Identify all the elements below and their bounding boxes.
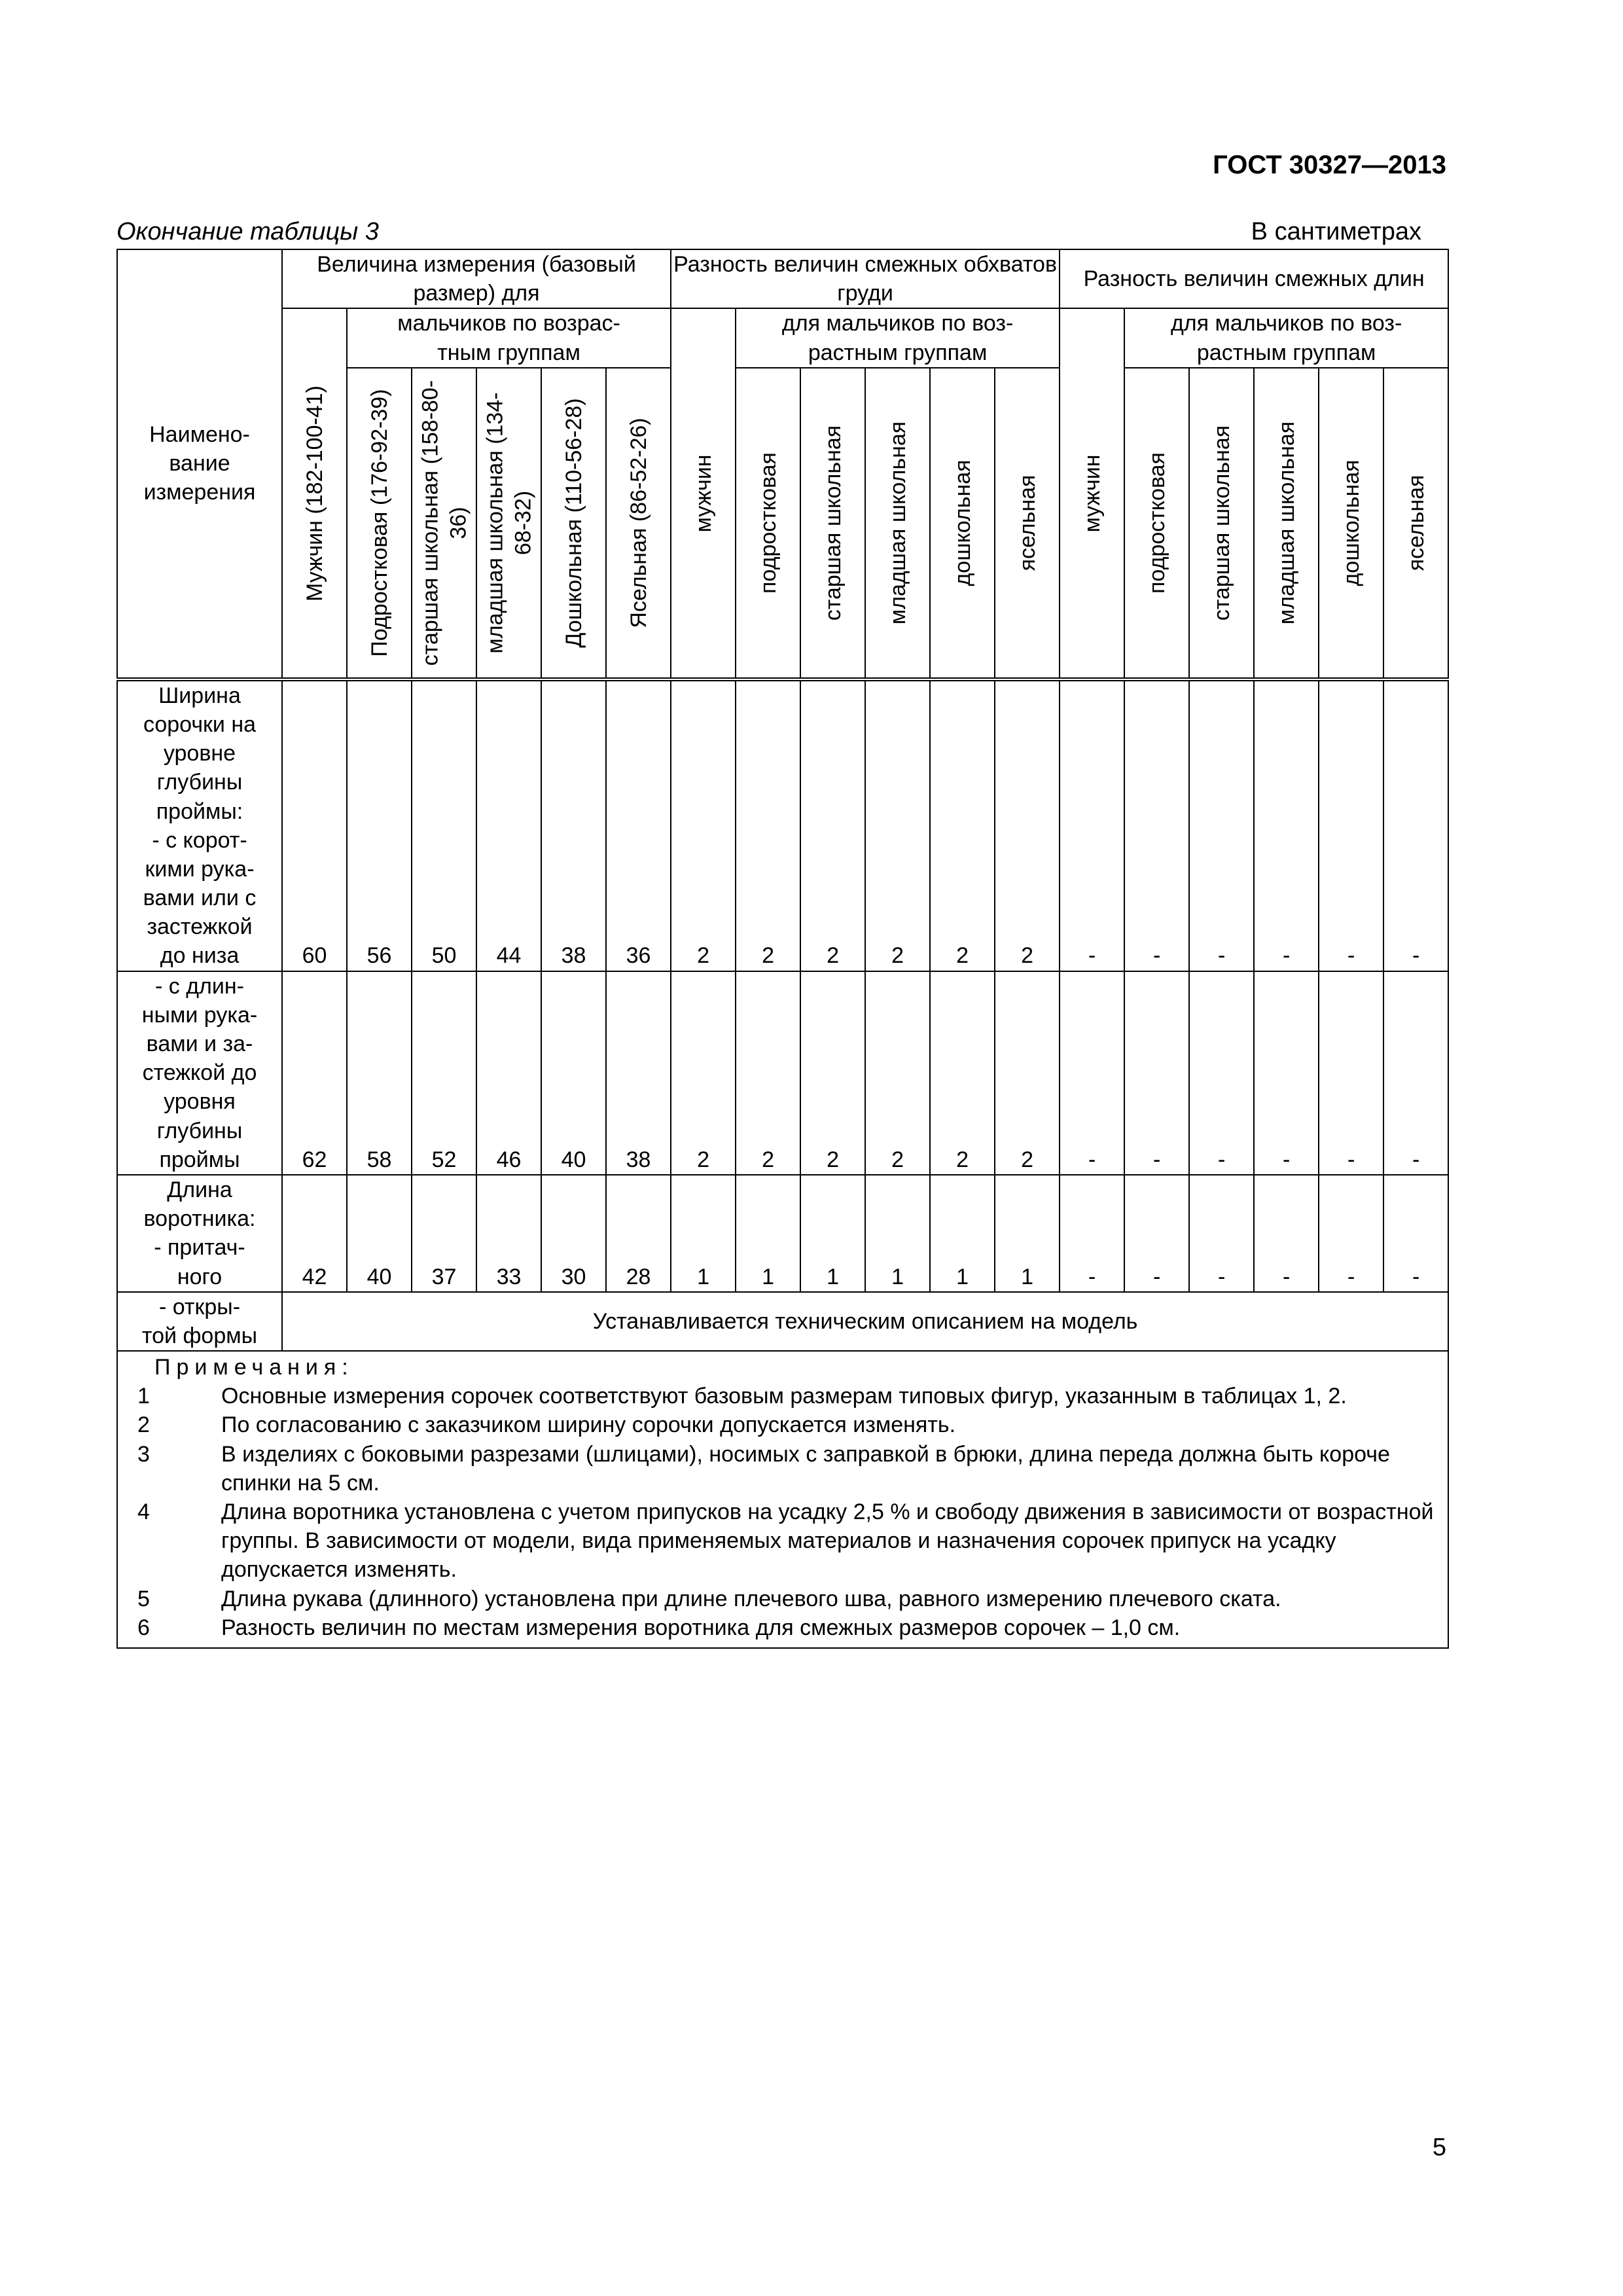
note-number: 6: [137, 1615, 150, 1640]
column-header: Подростковая (176-92-39): [347, 368, 412, 679]
table-cell: 2: [800, 971, 865, 1175]
units-label: В сантиметрах: [1251, 218, 1421, 245]
notes-row: [117, 1351, 1448, 1648]
table-cell: 1: [865, 1175, 930, 1292]
table-cell: -: [1124, 679, 1189, 971]
measurements-table: [116, 249, 1449, 1649]
group-header-base: Величина измерения (базовый размер) для: [282, 249, 671, 308]
note-text: По согласованию с заказчиком ширину сорочки допускается изменять.: [221, 1412, 956, 1438]
table-cell: -: [1124, 1175, 1189, 1292]
note-text: Длина воротника установлена с учетом припусков на усадку 2,5 % и свободу движения в зависимости от возрастной группы. В зависимости от модели, вида применяемых материалов и назначения сорочек припуск на усадку допускается изменять.: [221, 1499, 1434, 1583]
table-cell: -: [1383, 971, 1448, 1175]
note-item: [123, 1382, 1442, 1410]
table-cell: 2: [995, 971, 1060, 1175]
table-row: [117, 971, 1448, 1175]
column-header: старшая школьная (158-80-36): [412, 368, 476, 679]
note-text: Разность величин по местам измерения воротника для смежных размеров сорочек – 1,0 см.: [221, 1615, 1181, 1640]
table-cell: -: [1254, 971, 1319, 1175]
table-cell: -: [1254, 1175, 1319, 1292]
table-cell: 1: [671, 1175, 736, 1292]
table-cell: 33: [476, 1175, 541, 1292]
table-cell: 40: [541, 971, 606, 1175]
subgroup-header-length: для мальчиков по воз- растным группам: [1124, 308, 1448, 367]
column-header: Мужчин (182-100-41): [282, 308, 347, 679]
column-header: младшая школьная: [865, 368, 930, 679]
subgroup-header-chest: для мальчиков по воз- растным группам: [736, 308, 1060, 367]
row-name: Длина воротника: - притач- ного: [117, 1175, 282, 1292]
note-item: [123, 1585, 1442, 1613]
column-header: старшая школьная: [800, 368, 865, 679]
table-cell: 2: [736, 971, 800, 1175]
table-cell: 56: [347, 679, 412, 971]
column-header: подростковая: [736, 368, 800, 679]
table-cell: 38: [541, 679, 606, 971]
note-text: Основные измерения сорочек соответствуют базовым размерам типовых фигур, указанным в таблицах 1, 2.: [221, 1384, 1347, 1409]
column-header: ясельная: [995, 368, 1060, 679]
column-header: мужчин: [671, 308, 736, 679]
note-item: [123, 1440, 1442, 1498]
table-row: [117, 1175, 1448, 1292]
table-cell: -: [1189, 971, 1254, 1175]
table-cell: -: [1124, 971, 1189, 1175]
table-caption: Окончание таблицы 3: [116, 218, 379, 245]
column-header: дошкольная: [1319, 368, 1383, 679]
column-header: Ясельная (86-52-26): [606, 368, 671, 679]
table-cell: 38: [606, 971, 671, 1175]
note-number: 1: [137, 1384, 150, 1409]
table-cell: -: [1319, 1175, 1383, 1292]
table-cell: 30: [541, 1175, 606, 1292]
table-cell: 36: [606, 679, 671, 971]
table-cell: 2: [865, 679, 930, 971]
table-cell: 46: [476, 971, 541, 1175]
table-cell: 1: [995, 1175, 1060, 1292]
table-cell: 1: [736, 1175, 800, 1292]
open-form-note: Устанавливается техническим описанием на модель: [282, 1292, 1448, 1351]
table-cell: 52: [412, 971, 476, 1175]
column-header: ясельная: [1383, 368, 1448, 679]
table-cell: -: [1189, 1175, 1254, 1292]
table-cell: 28: [606, 1175, 671, 1292]
group-header-chest: Разность величин смежных обхватов груди: [671, 249, 1060, 308]
row-name: - откры- той формы: [117, 1292, 282, 1351]
column-header: младшая школьная (134-68-32): [476, 368, 541, 679]
table-row: [117, 1292, 1448, 1351]
note-number: 4: [137, 1499, 150, 1524]
notes: [117, 1351, 1448, 1648]
table-cell: 1: [930, 1175, 995, 1292]
document-code: ГОСТ 30327—2013: [1213, 151, 1446, 179]
table-cell: -: [1060, 971, 1124, 1175]
column-header: подростковая: [1124, 368, 1189, 679]
table-cell: -: [1319, 971, 1383, 1175]
table-cell: -: [1319, 679, 1383, 971]
subgroup-header-base: мальчиков по возрас- тным группам: [347, 308, 671, 367]
table-cell: 2: [865, 971, 930, 1175]
table-cell: 2: [736, 679, 800, 971]
table-cell: 50: [412, 679, 476, 971]
note-number: 2: [137, 1412, 150, 1438]
table-cell: 2: [995, 679, 1060, 971]
note-item: [123, 1498, 1442, 1585]
note-number: 3: [137, 1441, 150, 1467]
table-cell: 40: [347, 1175, 412, 1292]
table-cell: 58: [347, 971, 412, 1175]
table-cell: 60: [282, 679, 347, 971]
column-header: старшая школьная: [1189, 368, 1254, 679]
table-cell: 2: [671, 971, 736, 1175]
table-cell: 44: [476, 679, 541, 971]
table-cell: -: [1383, 1175, 1448, 1292]
note-text: Длина рукава (длинного) установлена при длине плечевого шва, равного измерению плечевого ската.: [221, 1586, 1281, 1611]
group-header-length: Разность величин смежных длин: [1060, 249, 1448, 308]
note-text: В изделиях с боковыми разрезами (шлицами), носимых с заправкой в брюки, длина переда должна быть короче спинки на 5 см.: [221, 1441, 1390, 1496]
notes-title: Примечания:: [154, 1355, 354, 1380]
table-cell: 2: [671, 679, 736, 971]
row-name: Ширина сорочки на уровне глубины проймы: - с корот- кими рука- вами или с застежкой до низа: [117, 679, 282, 971]
column-header: младшая школьная: [1254, 368, 1319, 679]
table-cell: 62: [282, 971, 347, 1175]
name-column-header: Наимено- вание измерения: [117, 249, 282, 679]
column-header: мужчин: [1060, 308, 1124, 679]
table-cell: -: [1060, 679, 1124, 971]
column-header: дошкольная: [930, 368, 995, 679]
table-cell: 42: [282, 1175, 347, 1292]
table-cell: -: [1189, 679, 1254, 971]
column-header: Дошкольная (110-56-28): [541, 368, 606, 679]
note-item: [123, 1613, 1442, 1642]
table-cell: -: [1060, 1175, 1124, 1292]
table-cell: -: [1254, 679, 1319, 971]
table-cell: 37: [412, 1175, 476, 1292]
note-number: 5: [137, 1586, 150, 1611]
table-cell: -: [1383, 679, 1448, 971]
table-row: [117, 679, 1448, 971]
page-number: 5: [1432, 2134, 1446, 2161]
table-cell: 1: [800, 1175, 865, 1292]
table-cell: 2: [930, 679, 995, 971]
table-cell: 2: [800, 679, 865, 971]
table-cell: 2: [930, 971, 995, 1175]
row-name: - с длин- ными рука- вами и за- стежкой до уровня глубины проймы: [117, 971, 282, 1175]
note-item: [123, 1410, 1442, 1439]
